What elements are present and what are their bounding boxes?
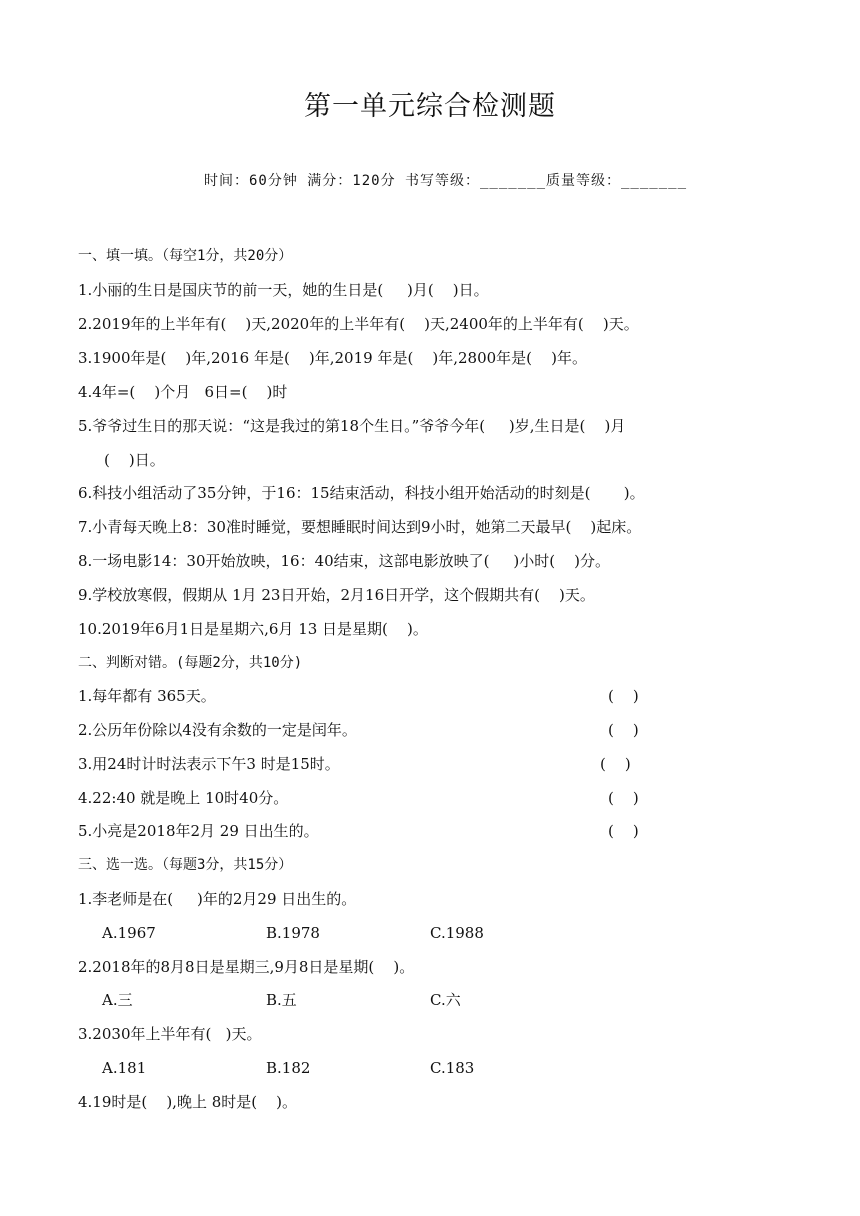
- exam-meta-line: 时间：60分钟 满分：120分 书写等级：_______质量等级：_______: [204, 173, 688, 189]
- judge-answer-blank-5: ( ): [608, 822, 639, 840]
- choice-question-1: 1.李老师是在( )年的2月29 日出生的。: [78, 890, 357, 908]
- judge-question-1: 1.每年都有 365天。: [78, 687, 216, 705]
- fill-question-5-continued: ( )日。: [104, 451, 165, 469]
- choice-option-1a: A.1967: [102, 924, 156, 942]
- choice-option-3c: C.183: [430, 1059, 475, 1077]
- judge-question-2: 2.公历年份除以4没有余数的一定是闰年。: [78, 721, 357, 739]
- fill-question-7: 7.小青每天晚上8：30准时睡觉，要想睡眠时间达到9小时，她第二天最早( )起床。: [78, 518, 642, 536]
- choice-option-1c: C.1988: [430, 924, 484, 942]
- judge-question-4: 4.22:40 就是晚上 10时40分。: [78, 789, 289, 807]
- judge-answer-blank-1: ( ): [608, 687, 639, 705]
- fill-question-5: 5.爷爷过生日的那天说：“这是我过的第18个生日。”爷爷今年( )岁,生日是( )月: [78, 417, 626, 435]
- choice-option-2c: C.六: [430, 991, 461, 1009]
- choice-option-2a: A.三: [102, 991, 133, 1009]
- choice-question-4: 4.19时是( ),晚上 8时是( )。: [78, 1093, 298, 1111]
- judge-question-5: 5.小亮是2018年2月 29 日出生的。: [78, 822, 319, 840]
- fill-question-1: 1.小丽的生日是国庆节的前一天，她的生日是( )月( )日。: [78, 281, 489, 299]
- fill-question-9: 9.学校放寒假，假期从 1月 23日开始，2月16日开学，这个假期共有( )天。: [78, 586, 595, 604]
- choice-question-3: 3.2030年上半年有( )天。: [78, 1025, 262, 1043]
- fill-question-4: 4.4年=( )个月 6日=( )时: [78, 383, 288, 401]
- judge-answer-blank-3: ( ): [600, 755, 631, 773]
- fill-question-3: 3.1900年是( )年,2016 年是( )年,2019 年是( )年,2800年是( )年。: [78, 349, 587, 367]
- judge-answer-blank-2: ( ): [608, 721, 639, 739]
- fill-question-6: 6.科技小组活动了35分钟，于16：15结束活动，科技小组开始活动的时刻是( )。: [78, 484, 645, 502]
- judge-answer-blank-4: ( ): [608, 789, 639, 807]
- section-2-heading: 二、判断对错。(每题2分，共10分): [78, 655, 303, 671]
- choice-option-1b: B.1978: [266, 924, 320, 942]
- section-1-heading: 一、填一填。（每空1分，共20分）: [78, 248, 293, 264]
- page-title: 第一单元综合检测题: [304, 91, 556, 122]
- section-3-heading: 三、选一选。（每题3分，共15分）: [78, 857, 293, 873]
- choice-option-3b: B.182: [266, 1059, 311, 1077]
- fill-question-2: 2.2019年的上半年有( )天,2020年的上半年有( )天,2400年的上半年有( )天。: [78, 315, 639, 333]
- fill-question-10: 10.2019年6月1日是星期六,6月 13 日是星期( )。: [78, 620, 428, 638]
- choice-option-3a: A.181: [102, 1059, 147, 1077]
- choice-option-2b: B.五: [266, 991, 297, 1009]
- choice-question-2: 2.2018年的8月8日是星期三,9月8日是星期( )。: [78, 958, 415, 976]
- judge-question-3: 3.用24时计时法表示下午3 时是15时。: [78, 755, 340, 773]
- fill-question-8: 8.一场电影14：30开始放映，16：40结束，这部电影放映了( )小时( )分。: [78, 552, 610, 570]
